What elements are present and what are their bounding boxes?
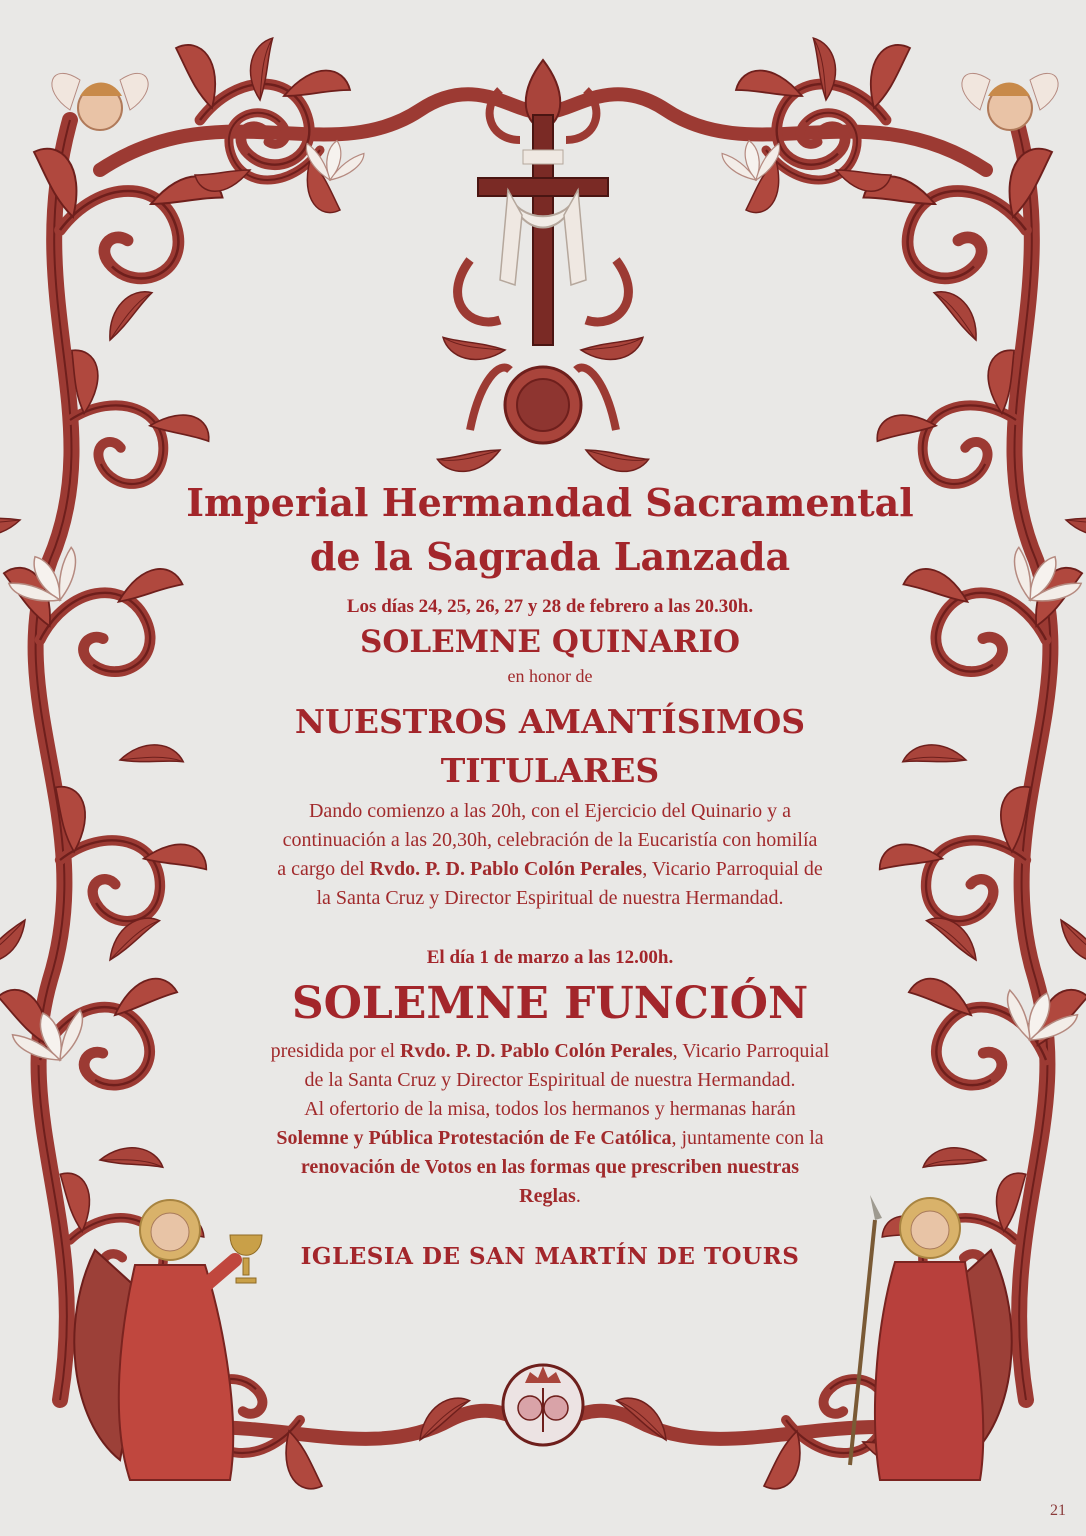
titulares-heading xyxy=(150,697,950,795)
celebrant-name: Rvdo. P. D. Pablo Colón Perales xyxy=(400,1040,673,1062)
titulares-line-1: NUESTROS AMANTÍSIMOS xyxy=(294,702,806,741)
funcion-desc-line: Al ofertorio de la misa, todos los hermanos y hermanas harán xyxy=(304,1098,796,1120)
desc-text: a cargo del xyxy=(277,858,370,880)
page-number: 21 xyxy=(1050,1502,1066,1519)
celebrant-name: Rvdo. P. D. Pablo Colón Perales xyxy=(369,858,643,880)
quinario-dates: Los días 24, 25, 26, 27 y 28 de febrero a las 20.30h. xyxy=(346,596,754,617)
desc-text: , Vicario Parroquial xyxy=(672,1040,830,1062)
funcion-desc-line xyxy=(150,1182,950,1211)
quinario-description xyxy=(150,797,950,913)
funcion-desc-line: de la Santa Cruz y Director Espiritual de nuestra Hermandad. xyxy=(304,1069,796,1091)
funcion-desc-line xyxy=(150,1153,950,1182)
quinario-desc-line: la Santa Cruz y Director Espiritual de nuestra Hermandad. xyxy=(316,887,784,909)
quinario-desc-line: Dando comienzo a las 20h, con el Ejercicio del Quinario y a xyxy=(308,800,792,822)
church-name: IGLESIA DE SAN MARTÍN DE TOURS xyxy=(300,1243,800,1270)
funcion-date: El día 1 de marzo a las 12.00h. xyxy=(426,947,674,968)
protestation-text: Solemne y Pública Protestación de Fe Católica xyxy=(276,1127,672,1149)
quinario-desc-line: continuación a las 20,30h, celebración de la Eucaristía con homilía xyxy=(282,829,818,851)
brotherhood-seal-icon xyxy=(503,1365,583,1445)
cherub-icon xyxy=(962,73,1058,130)
honor-text: en honor de xyxy=(507,666,593,686)
funcion-desc-line xyxy=(150,1124,950,1153)
quinario-desc-line xyxy=(150,855,950,884)
vows-text: renovación de Votos en las formas que prescriben nuestras xyxy=(300,1156,800,1178)
desc-text: . xyxy=(575,1185,581,1207)
funcion-description xyxy=(150,1037,950,1211)
cross-ornament xyxy=(436,60,650,478)
desc-text: , juntamente con la xyxy=(671,1127,824,1149)
reglas-text: Reglas xyxy=(519,1185,576,1207)
funcion-desc-line xyxy=(150,1037,950,1066)
title-line-2: de la Sagrada Lanzada xyxy=(309,534,791,579)
poster-text xyxy=(150,476,950,1270)
titulares-line-2: TITULARES xyxy=(440,751,660,790)
desc-text: presidida por el xyxy=(270,1040,401,1062)
desc-text: , Vicario Parroquial de xyxy=(642,858,823,880)
funcion-heading: SOLEMNE FUNCIÓN xyxy=(291,978,809,1029)
title-line-1: Imperial Hermandad Sacramental xyxy=(186,480,914,525)
quinario-heading: SOLEMNE QUINARIO xyxy=(359,624,741,660)
